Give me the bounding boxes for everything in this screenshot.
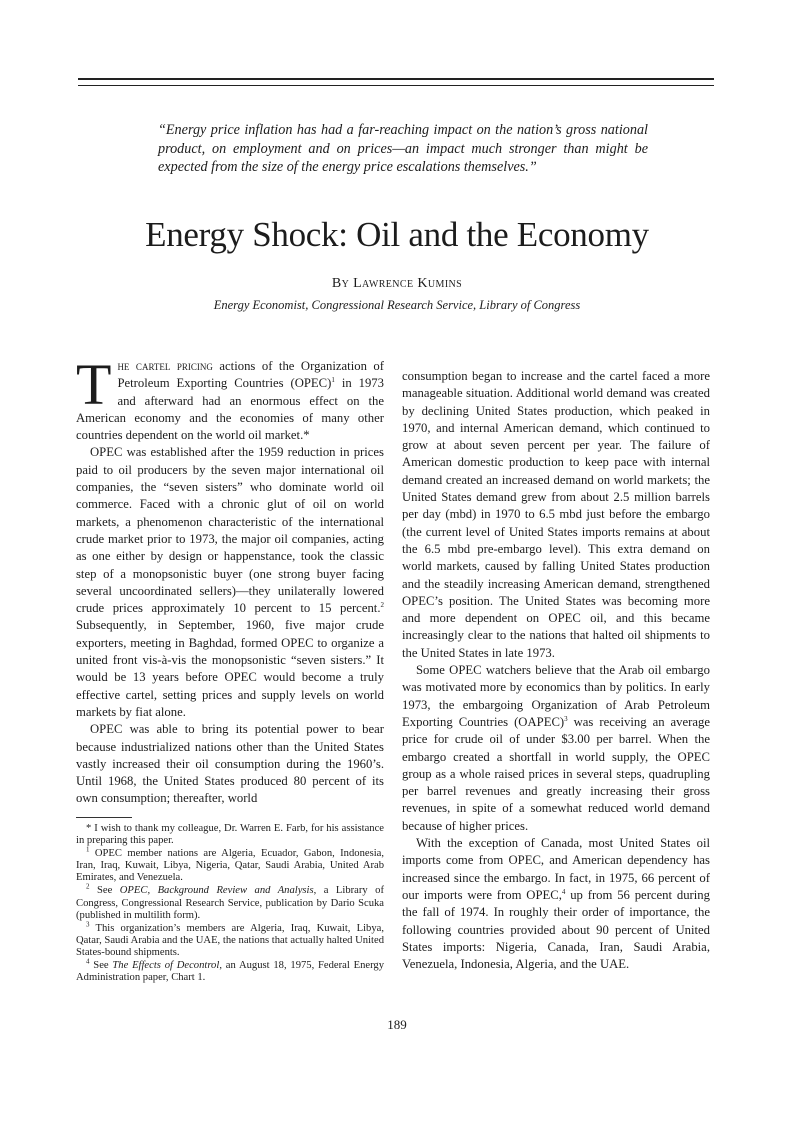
paragraph: consumption began to increase and the cartel faced a more manageable situation. Additional world demand was created by declining United States production, which peaked in 1970, and internal American demand, which continued to grow at about seven percent per year. The failure of American domestic production to keep pace with internal demand created an increased demand on world markets; the United States demand grew from about 2.5 million barrels per day (mbd) in 1970 to 6.5 mbd just before the embargo (the current level of United States imports remains at about the 6.5 mbd pre-embargo level). This extra demand on world markets, caused by falling United States production and the steadily increasing American demand, strengthened OPEC’s position. The United States was becoming more and more dependent on OPEC oil, and this became increasingly clear to the nations that halted oil shipments to the United States in late 1973. [402,369,710,660]
author-byline: By Lawrence Kumins [331,276,463,291]
paragraph [402,662,710,835]
footnotes [76,823,384,985]
page-number: 189 [387,1017,407,1032]
footnote-text: See [89,959,113,971]
top-rule-thin [78,85,714,86]
footnote [76,920,384,960]
footnote [76,845,384,885]
epigraph-quote: “Energy price inflation has had a far-reaching impact on the nation’s gross national product, on employment and on prices—an impact much stronger than might be expected from the size of the energy price escalations themselves.” [158,122,648,175]
footnote [76,957,385,985]
footnote-text: This organization’s members are Algeria, Iraq, Kuwait, Libya, Qatar, Saudi Arabia and the UAE, the nations that actually halted United States-bound shipments. [76,922,384,959]
footnote-ref: 1 [331,376,335,385]
paragraph-text: With the exception of Canada, most United States oil imports come from OPEC, and American dependency has increased since the embargo. In fact, in 1975, 66 percent of our imports were from OPEC, [402,836,710,902]
paragraph-text: OPEC was established after the 1959 reduction in prices paid to oil producers by the seven major international oil companies, the “seven sisters” who dominate world oil commerce. Faced with a chronic glut of oil on world markets, a phenomenon characteristic of the international crude market prior to 1973, the major oil companies, acting as one either by design or happenstance, took the classic step of a monopsonistic buyer (one strong buyer facing several uncoordinated sellers)—they unilaterally lowered crude prices approximately 10 percent to 15 percent. [76,445,384,616]
left-column [76,352,385,985]
footnote [76,882,385,922]
lead-small-caps: he cartel pricing [117,359,213,373]
footnote-ref: 3 [564,714,568,723]
author-affiliation: Energy Economist, Congressional Research Service, Library of Congress [213,298,581,312]
footnote-text: See [89,885,120,897]
top-rule-thick [78,78,714,80]
right-column [402,368,710,973]
footnote-divider [76,817,132,818]
footnote-text: , a Library of Congress, Congressional Research Service, publication by Dario Scuka (published in multilith form). [76,885,385,921]
paragraph-intro [76,352,384,444]
footnote-mark: 4 [86,957,90,966]
footnote-mark: 1 [86,845,90,854]
paragraph [402,835,710,973]
footnote-ref: 2 [380,600,384,609]
paragraph-text: up from 56 percent during the fall of 1974. In roughly their order of importance, the following countries provided about 90 percent of United States imports: Nigeria, Canada, Iran, Saudi Arabia, Venezuela, Indonesia, Algeria, and the UAE. [402,887,710,972]
paragraph-text: actions of the Organization of Petroleum Exporting Countries (OPEC) [117,359,384,391]
paragraph-text: Some OPEC watchers believe that the Arab oil embargo was motivated more by economics than by politics. In early 1973, the embargoing Organization of Arab Petroleum Exporting Countries (OAPEC) [402,663,710,729]
footnote-mark: 3 [86,920,90,929]
footnote: * I wish to thank my colleague, Dr. Warren E. Farb, for his assistance in preparing this paper. [76,822,384,847]
footnote-text: OPEC member nations are Algeria, Ecuador, Gabon, Indonesia, Iran, Iraq, Kuwait, Libya, Nigeria, Qatar, Saudi Arabia, United Arab Emirates, and Venezuela. [76,847,384,884]
paragraph-text: in 1973 and afterward had an enormous effect on the American economy and the economies of many other countries dependent on the world oil market.* [76,376,384,443]
footnote-mark: 2 [86,882,90,891]
paragraph-text: Subsequently, in September, 1960, five major crude exporters, meeting in Baghdad, formed OPEC to organize a united front vis-à-vis the monopsonistic “seven sisters.” It would be 13 years before OPEC would become a truly effective cartel, setting prices and supply levels on world markets by fiat alone. [76,618,384,719]
footnote-title: OPEC, Background Review and Analysis [119,885,314,897]
drop-cap: T [76,352,112,417]
footnote-title: The Effects of Decontrol [112,959,220,971]
paragraph: OPEC was able to bring its potential power to bear because industrialized nations other than the United States vastly increased their oil consumption during the 1960’s. Until 1968, the United States produced 80 percent of its own consumption; thereafter, world [76,722,384,806]
article-title: Energy Shock: Oil and the Economy [145,215,649,254]
footnote-text: , an August 18, 1975, Federal Energy Administration paper, Chart 1. [76,959,385,984]
footnote-ref: 4 [561,887,566,896]
paragraph-text: was receiving an average price for crude oil of under $3.00 per barrel. When the embargo created a shortfall in world supply, the OPEC group as a whole raised prices in several steps, quadrupling per barrel revenues and greatly increasing their gross revenues, in spite of a somewhat reduced world demand because of higher prices. [402,714,710,833]
paragraph [76,444,384,721]
